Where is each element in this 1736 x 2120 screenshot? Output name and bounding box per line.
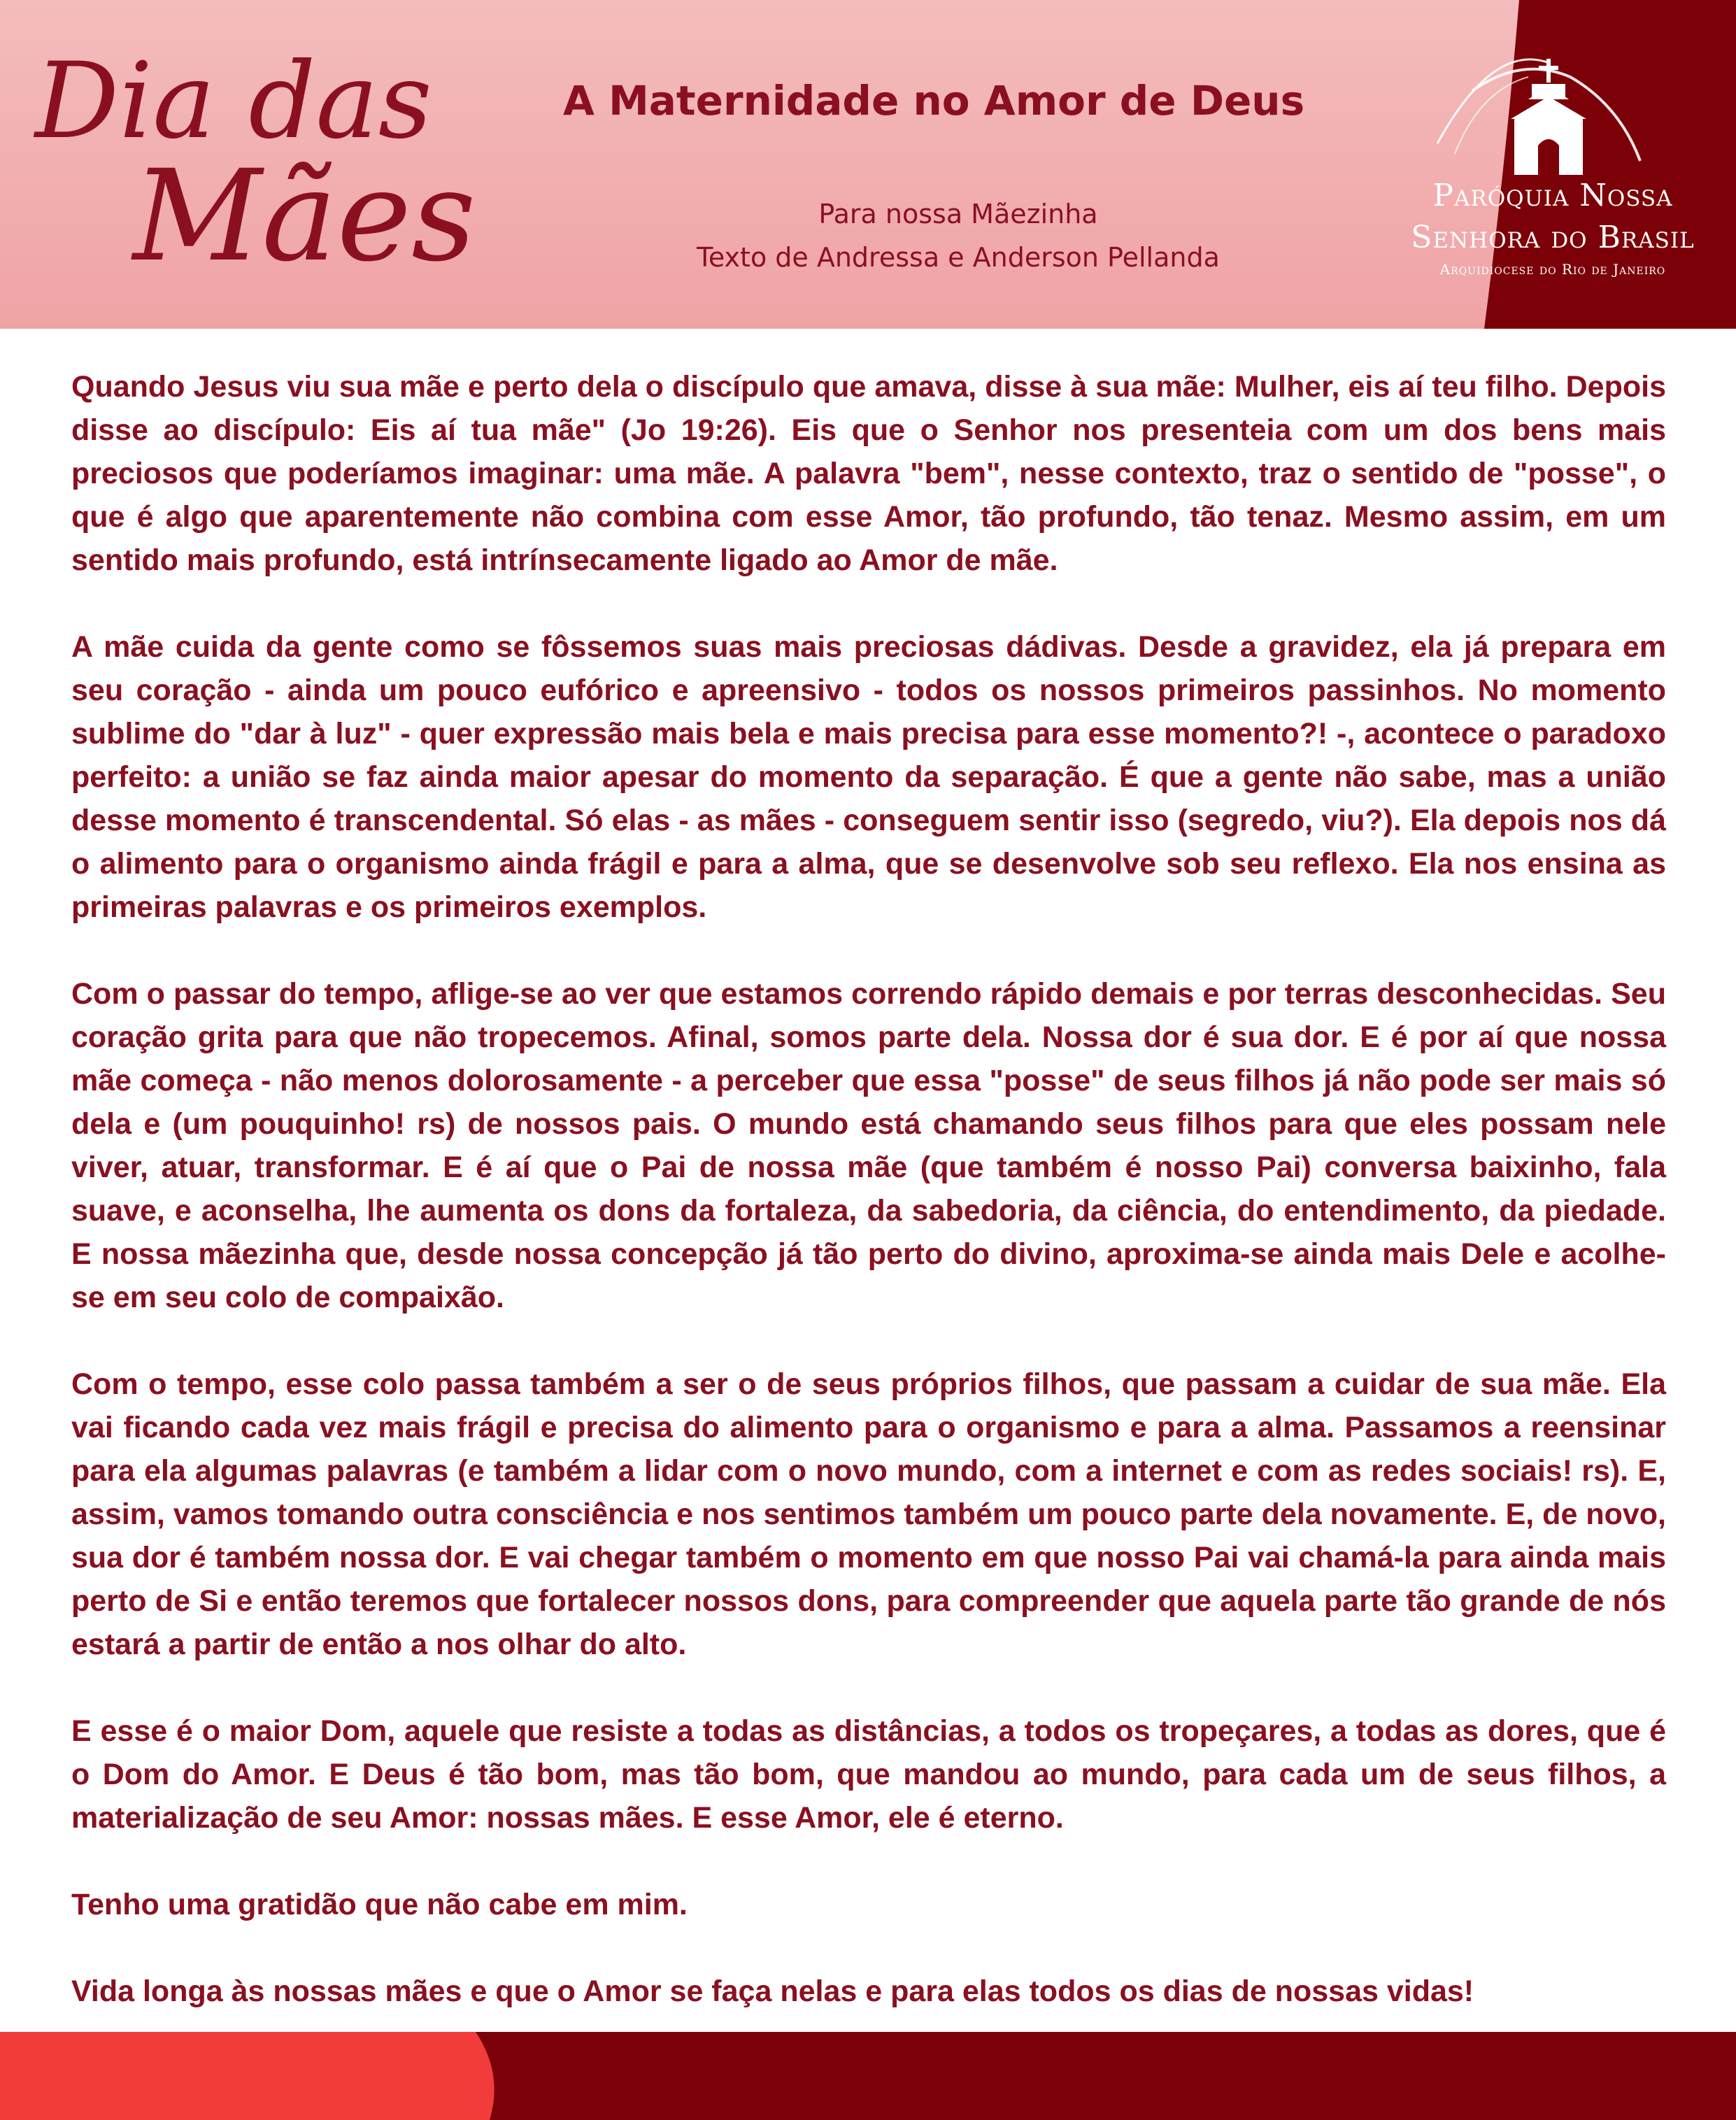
paragraph-6: Tenho uma gratidão que não cabe em mim. — [71, 1888, 688, 1921]
parish-name — [1388, 175, 1717, 280]
footer-band — [0, 2032, 1736, 2120]
paragraph-7: Vida longa às nossas mães e que o Amor se faça nelas e para elas todos os dias de nossas vidas! — [71, 1975, 1474, 2008]
paragraph-5: E esse é o maior Dom, aquele que resiste a todas as distâncias, a todos os tropeçares, a todas as dores, que é o Dom do Amor. E Deus é tão bom, mas tão bom, que mandou ao mundo, para cada um de seus filhos, a materialização de seu Amor: nossas mães. E esse Amor, ele é eterno. — [71, 1714, 1666, 1835]
article-body — [71, 365, 1666, 2056]
page-subtitle — [671, 192, 1245, 279]
paragraph-2: A mãe cuida da gente como se fôssemos suas mais preciosas dádivas. Desde a gravidez, ela já prepara em seu coração - ainda um pouco eufórico e apreensivo - todos os nossos primeiros passinhos. No momento sublime do "dar à luz" - quer expressão mais bela e mais precisa para esse momento?! -, acontece o paradoxo perfeito: a união se faz ainda maior apesar do momento da separação. É que a gente não sabe, mas a união desse momento é transcendental. Só elas - as mães - conseguem sentir isso (segredo, viu?). Ela depois nos dá o alimento para o organismo ainda frágil e para a alma, que se desenvolve sob seu reflexo. Ela nos ensina as primeiras palavras e os primeiros exemplos. — [71, 630, 1666, 924]
dia-das-maes-script-title — [21, 28, 553, 301]
subtitle-dedication: Para nossa Mãezinha — [818, 199, 1098, 229]
paragraph-1: Quando Jesus viu sua mãe e perto dela o discípulo que amava, disse à sua mãe: Mulher, eis aí teu filho. Depois disse ao discípulo: Eis aí tua mãe" (Jo 19:26). Eis que o Senhor nos presenteia com um dos bens mais preciosos que poderíamos imaginar: uma mãe. A palavra "bem", nesse contexto, traz o sentido de "posse", o que é algo que aparentemente não combina com esse Amor, tão profundo, tão tenaz. Mesmo assim, em um sentido mais profundo, está intrínsecamente ligado ao Amor de mãe. — [71, 370, 1666, 577]
parish-name-line1: Paróquia Nossa — [1432, 178, 1673, 213]
script-title-line2: Mães — [133, 143, 476, 290]
paragraph-3: Com o passar do tempo, aflige-se ao ver que estamos correndo rápido demais e por terras desconhecidas. Seu coração grita para que não tropecemos. Afinal, somos parte dela. Nossa dor é sua dor. E é por aí que nossa mãe começa - não menos dolorosamente - a perceber que essa "posse" de seus filhos já não pode ser mais só dela e (um pouquinho! rs) de nossos pais. O mundo está chamando seus filhos para que eles possam nele viver, atuar, transformar. E é aí que o Pai de nossa mãe (que também é nosso Pai) conversa baixinho, fala suave, e aconselha, lhe aumenta os dons da fortaleza, da sabedoria, da ciência, do entendimento, da piedade. E nossa mãezinha que, desde nossa concepção já tão perto do divino, aproxima-se ainda mais Dele e acolhe-se em seu colo de compaixão. — [71, 977, 1666, 1314]
header-banner — [0, 0, 1736, 329]
page-title: A Maternidade no Amor de Deus — [563, 77, 1305, 125]
paragraph-4: Com o tempo, esse colo passa também a ser o de seus próprios filhos, que passam a cuidar de sua mãe. Ela vai ficando cada vez mais frágil e precisa do alimento para o organismo e para a alma. Passamos a reensinar para ela algumas palavras (e também a lidar com o novo mundo, com a internet e com as redes sociais! rs). E, assim, vamos tomando outra consciência e nos sentimos também um pouco parte dela novamente. E, de novo, sua dor é também nossa dor. E vai chegar também o momento em que nosso Pai vai chamá-la para ainda mais perto de Si e então teremos que fortalecer nossos dons, para compreender que aquela parte tão grande de nós estará a partir de então a nos olhar do alto. — [71, 1367, 1666, 1661]
archdiocese-name: Arquidiocese do Rio de Janeiro — [1439, 261, 1666, 278]
subtitle-authors: Texto de Andressa e Anderson Pellanda — [697, 242, 1220, 273]
script-title-line1: Dia das — [35, 41, 432, 162]
parish-name-line2: Senhora do Brasil — [1411, 220, 1695, 255]
